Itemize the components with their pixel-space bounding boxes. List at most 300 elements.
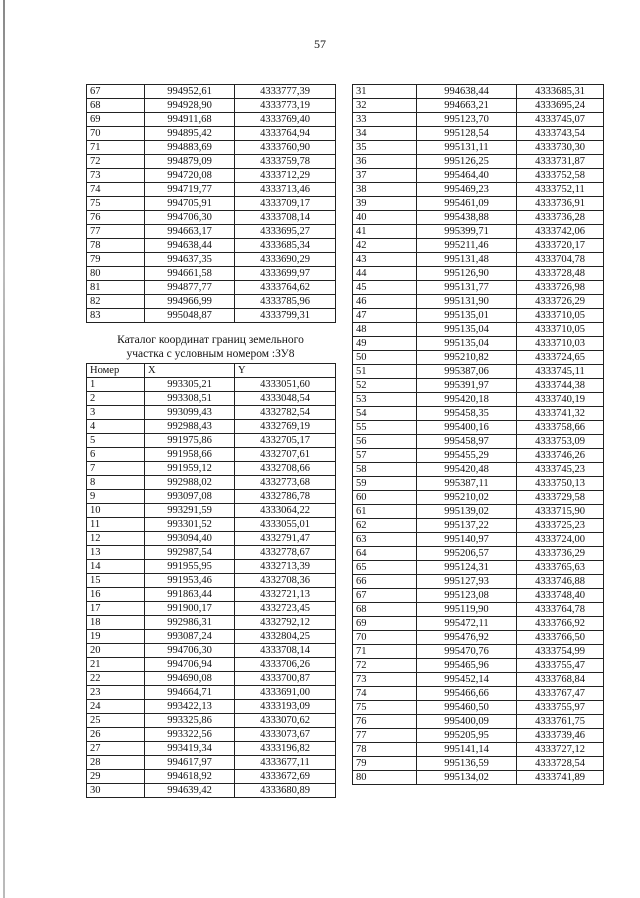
- cell-number: 2: [87, 392, 145, 406]
- cell-number: 43: [353, 253, 417, 267]
- cell-y: 4333769,40: [235, 113, 336, 127]
- cell-y: 4333193,09: [235, 700, 336, 714]
- cell-y: 4333742,06: [517, 225, 604, 239]
- cell-number: 30: [87, 784, 145, 798]
- cell-number: 38: [353, 183, 417, 197]
- cell-number: 57: [353, 449, 417, 463]
- cell-x: 994928,90: [145, 99, 235, 113]
- table-row: [87, 420, 336, 434]
- cell-y: 4333739,46: [517, 729, 604, 743]
- cell-y: 4333724,00: [517, 533, 604, 547]
- cell-x: 995126,25: [417, 155, 517, 169]
- cell-y: 4333055,01: [235, 518, 336, 532]
- cell-x: 992986,31: [145, 616, 235, 630]
- header-y: Y: [235, 364, 336, 378]
- cell-x: 994706,94: [145, 658, 235, 672]
- catalog-caption: [86, 333, 335, 361]
- table-row: [87, 490, 336, 504]
- cell-x: 995206,57: [417, 547, 517, 561]
- cell-x: 995400,09: [417, 715, 517, 729]
- cell-x: 994706,30: [145, 644, 235, 658]
- cell-y: 4333064,22: [235, 504, 336, 518]
- cell-y: 4333777,39: [235, 85, 336, 99]
- cell-number: 28: [87, 756, 145, 770]
- cell-x: 995135,01: [417, 309, 517, 323]
- cell-x: 994663,17: [145, 225, 235, 239]
- cell-x: 995131,77: [417, 281, 517, 295]
- table-row: [353, 169, 604, 183]
- table-row: [353, 617, 604, 631]
- cell-x: 991955,95: [145, 560, 235, 574]
- cell-number: 76: [353, 715, 417, 729]
- cell-x: 995420,18: [417, 393, 517, 407]
- cell-x: 995400,16: [417, 421, 517, 435]
- caption-line-1: Каталог координат границ земельного: [117, 334, 304, 346]
- cell-y: 4333695,27: [235, 225, 336, 239]
- table-row: [87, 378, 336, 392]
- cell-y: 4333743,54: [517, 127, 604, 141]
- cell-x: 994720,08: [145, 169, 235, 183]
- table-row: [87, 309, 336, 323]
- cell-y: 4333715,90: [517, 505, 604, 519]
- cell-x: 992987,54: [145, 546, 235, 560]
- cell-x: 995123,08: [417, 589, 517, 603]
- cell-number: 77: [353, 729, 417, 743]
- cell-number: 62: [353, 519, 417, 533]
- table-row: [87, 714, 336, 728]
- cell-y: 4333755,97: [517, 701, 604, 715]
- cell-x: 991863,44: [145, 588, 235, 602]
- cell-number: 20: [87, 644, 145, 658]
- cell-y: 4333761,75: [517, 715, 604, 729]
- cell-y: 4332713,39: [235, 560, 336, 574]
- cell-x: 995210,82: [417, 351, 517, 365]
- cell-y: 4333760,90: [235, 141, 336, 155]
- cell-number: 49: [353, 337, 417, 351]
- cell-y: 4333765,63: [517, 561, 604, 575]
- cell-y: 4333746,88: [517, 575, 604, 589]
- table-row: [353, 743, 604, 757]
- cell-number: 23: [87, 686, 145, 700]
- cell-number: 59: [353, 477, 417, 491]
- cell-y: 4333744,38: [517, 379, 604, 393]
- table-row: [353, 673, 604, 687]
- cell-y: 4333709,17: [235, 197, 336, 211]
- table-row: [353, 603, 604, 617]
- cell-x: 995476,92: [417, 631, 517, 645]
- cell-x: 993099,43: [145, 406, 235, 420]
- cell-y: 4333729,58: [517, 491, 604, 505]
- cell-x: 993419,34: [145, 742, 235, 756]
- cell-y: 4333685,31: [517, 85, 604, 99]
- cell-number: 13: [87, 546, 145, 560]
- cell-y: 4333699,97: [235, 267, 336, 281]
- cell-number: 3: [87, 406, 145, 420]
- cell-number: 77: [87, 225, 145, 239]
- table-row: [353, 183, 604, 197]
- cell-y: 4333764,62: [235, 281, 336, 295]
- cell-number: 51: [353, 365, 417, 379]
- cell-x: 994719,77: [145, 183, 235, 197]
- cell-number: 5: [87, 434, 145, 448]
- table-row: [87, 686, 336, 700]
- cell-number: 70: [87, 127, 145, 141]
- table-row: [353, 687, 604, 701]
- cell-x: 994966,99: [145, 295, 235, 309]
- cell-x: 993094,40: [145, 532, 235, 546]
- cell-number: 76: [87, 211, 145, 225]
- cell-number: 45: [353, 281, 417, 295]
- cell-x: 994664,71: [145, 686, 235, 700]
- cell-number: 17: [87, 602, 145, 616]
- table-row: [87, 728, 336, 742]
- cell-number: 75: [353, 701, 417, 715]
- cell-number: 78: [87, 239, 145, 253]
- cell-x: 995399,71: [417, 225, 517, 239]
- cell-number: 73: [87, 169, 145, 183]
- cell-x: 995127,93: [417, 575, 517, 589]
- cell-number: 44: [353, 267, 417, 281]
- table-row: [353, 463, 604, 477]
- cell-y: 4333755,47: [517, 659, 604, 673]
- cell-x: 994879,09: [145, 155, 235, 169]
- cell-x: 991958,66: [145, 448, 235, 462]
- cell-number: 72: [353, 659, 417, 673]
- cell-x: 993291,59: [145, 504, 235, 518]
- cell-x: 994883,69: [145, 141, 235, 155]
- cell-number: 66: [353, 575, 417, 589]
- cell-y: 4333764,78: [517, 603, 604, 617]
- table-row: [353, 99, 604, 113]
- cell-y: 4333799,31: [235, 309, 336, 323]
- cell-y: 4333750,13: [517, 477, 604, 491]
- cell-y: 4332708,66: [235, 462, 336, 476]
- cell-x: 995465,96: [417, 659, 517, 673]
- cell-number: 40: [353, 211, 417, 225]
- cell-y: 4333764,94: [235, 127, 336, 141]
- table-row: [353, 323, 604, 337]
- cell-y: 4333712,29: [235, 169, 336, 183]
- table-row: [87, 742, 336, 756]
- cell-x: 995461,09: [417, 197, 517, 211]
- cell-y: 4333710,05: [517, 309, 604, 323]
- table-row: [353, 631, 604, 645]
- cell-y: 4333767,47: [517, 687, 604, 701]
- cell-x: 995140,97: [417, 533, 517, 547]
- table-row: [87, 183, 336, 197]
- table-row: [87, 700, 336, 714]
- cell-y: 4333745,07: [517, 113, 604, 127]
- cell-x: 992988,02: [145, 476, 235, 490]
- table-row: [353, 421, 604, 435]
- cell-number: 52: [353, 379, 417, 393]
- table-row: [353, 127, 604, 141]
- table-row: [87, 504, 336, 518]
- cell-x: 994638,44: [145, 239, 235, 253]
- cell-number: 41: [353, 225, 417, 239]
- cell-y: 4332708,36: [235, 574, 336, 588]
- table-row: [353, 729, 604, 743]
- cell-number: 27: [87, 742, 145, 756]
- cell-y: 4333727,12: [517, 743, 604, 757]
- cell-x: 993097,08: [145, 490, 235, 504]
- cell-number: 33: [353, 113, 417, 127]
- cell-y: 4333677,11: [235, 756, 336, 770]
- cell-y: 4333752,11: [517, 183, 604, 197]
- table-row: [87, 127, 336, 141]
- table-row: [87, 630, 336, 644]
- cell-y: 4333724,65: [517, 351, 604, 365]
- table-row: [353, 435, 604, 449]
- cell-y: 4333685,34: [235, 239, 336, 253]
- cell-y: 4333710,03: [517, 337, 604, 351]
- cell-x: 995466,66: [417, 687, 517, 701]
- cell-x: 995124,31: [417, 561, 517, 575]
- cell-number: 9: [87, 490, 145, 504]
- cell-x: 995128,54: [417, 127, 517, 141]
- cell-number: 63: [353, 533, 417, 547]
- cell-x: 995134,02: [417, 771, 517, 785]
- cell-number: 1: [87, 378, 145, 392]
- table-row: [353, 253, 604, 267]
- cell-number: 78: [353, 743, 417, 757]
- cell-x: 995387,06: [417, 365, 517, 379]
- cell-x: 993308,51: [145, 392, 235, 406]
- cell-y: 4333746,26: [517, 449, 604, 463]
- table-row: [353, 365, 604, 379]
- table-row: [353, 547, 604, 561]
- table-row: [353, 281, 604, 295]
- cell-y: 4333752,58: [517, 169, 604, 183]
- cell-number: 79: [353, 757, 417, 771]
- cell-y: 4333731,87: [517, 155, 604, 169]
- cell-x: 991959,12: [145, 462, 235, 476]
- table-row: [353, 267, 604, 281]
- cell-x: 995048,87: [145, 309, 235, 323]
- cell-number: 42: [353, 239, 417, 253]
- cell-y: 4333748,40: [517, 589, 604, 603]
- cell-x: 994639,42: [145, 784, 235, 798]
- cell-x: 994637,35: [145, 253, 235, 267]
- cell-y: 4333695,24: [517, 99, 604, 113]
- table-row: [87, 602, 336, 616]
- table-row: [353, 337, 604, 351]
- cell-y: 4332773,68: [235, 476, 336, 490]
- table-row: [353, 533, 604, 547]
- cell-y: 4333736,29: [517, 547, 604, 561]
- table-row: [353, 155, 604, 169]
- cell-x: 994877,77: [145, 281, 235, 295]
- cell-number: 12: [87, 532, 145, 546]
- cell-x: 995210,02: [417, 491, 517, 505]
- table-row: [87, 197, 336, 211]
- cell-x: 994617,97: [145, 756, 235, 770]
- table-row: [87, 532, 336, 546]
- cell-y: 4333713,46: [235, 183, 336, 197]
- table-row: [87, 295, 336, 309]
- header-number: Номер: [87, 364, 145, 378]
- table-row: [353, 393, 604, 407]
- cell-number: 19: [87, 630, 145, 644]
- cell-y: 4333070,62: [235, 714, 336, 728]
- cell-number: 65: [353, 561, 417, 575]
- cell-y: 4333766,92: [517, 617, 604, 631]
- cell-x: 995136,59: [417, 757, 517, 771]
- cell-y: 4333758,66: [517, 421, 604, 435]
- cell-y: 4332721,13: [235, 588, 336, 602]
- cell-number: 46: [353, 295, 417, 309]
- cell-y: 4332782,54: [235, 406, 336, 420]
- cell-number: 61: [353, 505, 417, 519]
- cell-y: 4333706,26: [235, 658, 336, 672]
- table-row: [353, 645, 604, 659]
- table-row: [353, 575, 604, 589]
- table-row: [353, 589, 604, 603]
- cell-x: 992988,43: [145, 420, 235, 434]
- cell-x: 995458,97: [417, 435, 517, 449]
- table-row: [353, 477, 604, 491]
- table-row: [87, 616, 336, 630]
- table-row: [87, 239, 336, 253]
- cell-y: 4333726,98: [517, 281, 604, 295]
- cell-number: 60: [353, 491, 417, 505]
- cell-number: 67: [353, 589, 417, 603]
- table-row: [353, 505, 604, 519]
- cell-y: 4332778,67: [235, 546, 336, 560]
- cell-x: 994952,61: [145, 85, 235, 99]
- table-row: [353, 197, 604, 211]
- coordinates-table-right: [352, 84, 604, 785]
- page-number: 57: [314, 37, 326, 51]
- cell-x: 993305,21: [145, 378, 235, 392]
- table-row: [87, 225, 336, 239]
- cell-x: 995387,11: [417, 477, 517, 491]
- cell-number: 26: [87, 728, 145, 742]
- cell-number: 67: [87, 85, 145, 99]
- table-row: [87, 211, 336, 225]
- table-row: [353, 239, 604, 253]
- cell-number: 36: [353, 155, 417, 169]
- cell-y: 4333708,14: [235, 211, 336, 225]
- table-row: [87, 658, 336, 672]
- cell-number: 53: [353, 393, 417, 407]
- cell-y: 4332707,61: [235, 448, 336, 462]
- cell-number: 11: [87, 518, 145, 532]
- cell-number: 74: [87, 183, 145, 197]
- cell-number: 74: [353, 687, 417, 701]
- table-row: [353, 211, 604, 225]
- table-row: [353, 449, 604, 463]
- cell-y: 4333785,96: [235, 295, 336, 309]
- cell-y: 4332705,17: [235, 434, 336, 448]
- table-row: [353, 141, 604, 155]
- table-row: [87, 448, 336, 462]
- table-row: [87, 141, 336, 155]
- cell-x: 995469,23: [417, 183, 517, 197]
- cell-y: 4332723,45: [235, 602, 336, 616]
- cell-y: 4333073,67: [235, 728, 336, 742]
- cell-x: 995460,50: [417, 701, 517, 715]
- cell-number: 71: [353, 645, 417, 659]
- cell-y: 4333710,05: [517, 323, 604, 337]
- table-row: [353, 771, 604, 785]
- cell-y: 4333753,09: [517, 435, 604, 449]
- cell-x: 994618,92: [145, 770, 235, 784]
- cell-y: 4333690,29: [235, 253, 336, 267]
- cell-number: 39: [353, 197, 417, 211]
- cell-y: 4333051,60: [235, 378, 336, 392]
- cell-x: 994911,68: [145, 113, 235, 127]
- cell-number: 6: [87, 448, 145, 462]
- cell-x: 995135,04: [417, 337, 517, 351]
- table-row: [87, 574, 336, 588]
- table-row: [87, 588, 336, 602]
- cell-x: 995391,97: [417, 379, 517, 393]
- cell-x: 995126,90: [417, 267, 517, 281]
- cell-number: 73: [353, 673, 417, 687]
- cell-y: 4333745,23: [517, 463, 604, 477]
- cell-x: 995470,76: [417, 645, 517, 659]
- cell-y: 4333196,82: [235, 742, 336, 756]
- table-row: [87, 546, 336, 560]
- cell-number: 25: [87, 714, 145, 728]
- table-row: [353, 701, 604, 715]
- cell-x: 991900,17: [145, 602, 235, 616]
- table-row: [353, 225, 604, 239]
- table-row: [87, 99, 336, 113]
- table-row: [353, 715, 604, 729]
- table-row: [353, 561, 604, 575]
- cell-number: 8: [87, 476, 145, 490]
- cell-y: 4333745,11: [517, 365, 604, 379]
- cell-x: 995455,29: [417, 449, 517, 463]
- table-row: [353, 85, 604, 99]
- table-row: [87, 392, 336, 406]
- cell-number: 14: [87, 560, 145, 574]
- table-row: [87, 253, 336, 267]
- cell-y: 4333741,89: [517, 771, 604, 785]
- table-row: [87, 476, 336, 490]
- coordinates-table-zu8: [86, 363, 336, 798]
- cell-number: 75: [87, 197, 145, 211]
- cell-y: 4332792,12: [235, 616, 336, 630]
- table-header-row: [87, 364, 336, 378]
- table-row: [87, 518, 336, 532]
- table-row: [87, 169, 336, 183]
- cell-number: 83: [87, 309, 145, 323]
- table-row: [87, 113, 336, 127]
- cell-number: 56: [353, 435, 417, 449]
- cell-x: 995135,04: [417, 323, 517, 337]
- cell-number: 4: [87, 420, 145, 434]
- cell-number: 7: [87, 462, 145, 476]
- cell-y: 4333708,14: [235, 644, 336, 658]
- table-row: [353, 407, 604, 421]
- table-row: [353, 309, 604, 323]
- cell-x: 994661,58: [145, 267, 235, 281]
- table-row: [353, 113, 604, 127]
- cell-x: 995438,88: [417, 211, 517, 225]
- cell-x: 995139,02: [417, 505, 517, 519]
- table-row: [353, 351, 604, 365]
- cell-y: 4333759,78: [235, 155, 336, 169]
- cell-number: 58: [353, 463, 417, 477]
- cell-number: 80: [87, 267, 145, 281]
- cell-x: 993325,86: [145, 714, 235, 728]
- cell-x: 993422,13: [145, 700, 235, 714]
- cell-number: 15: [87, 574, 145, 588]
- cell-number: 47: [353, 309, 417, 323]
